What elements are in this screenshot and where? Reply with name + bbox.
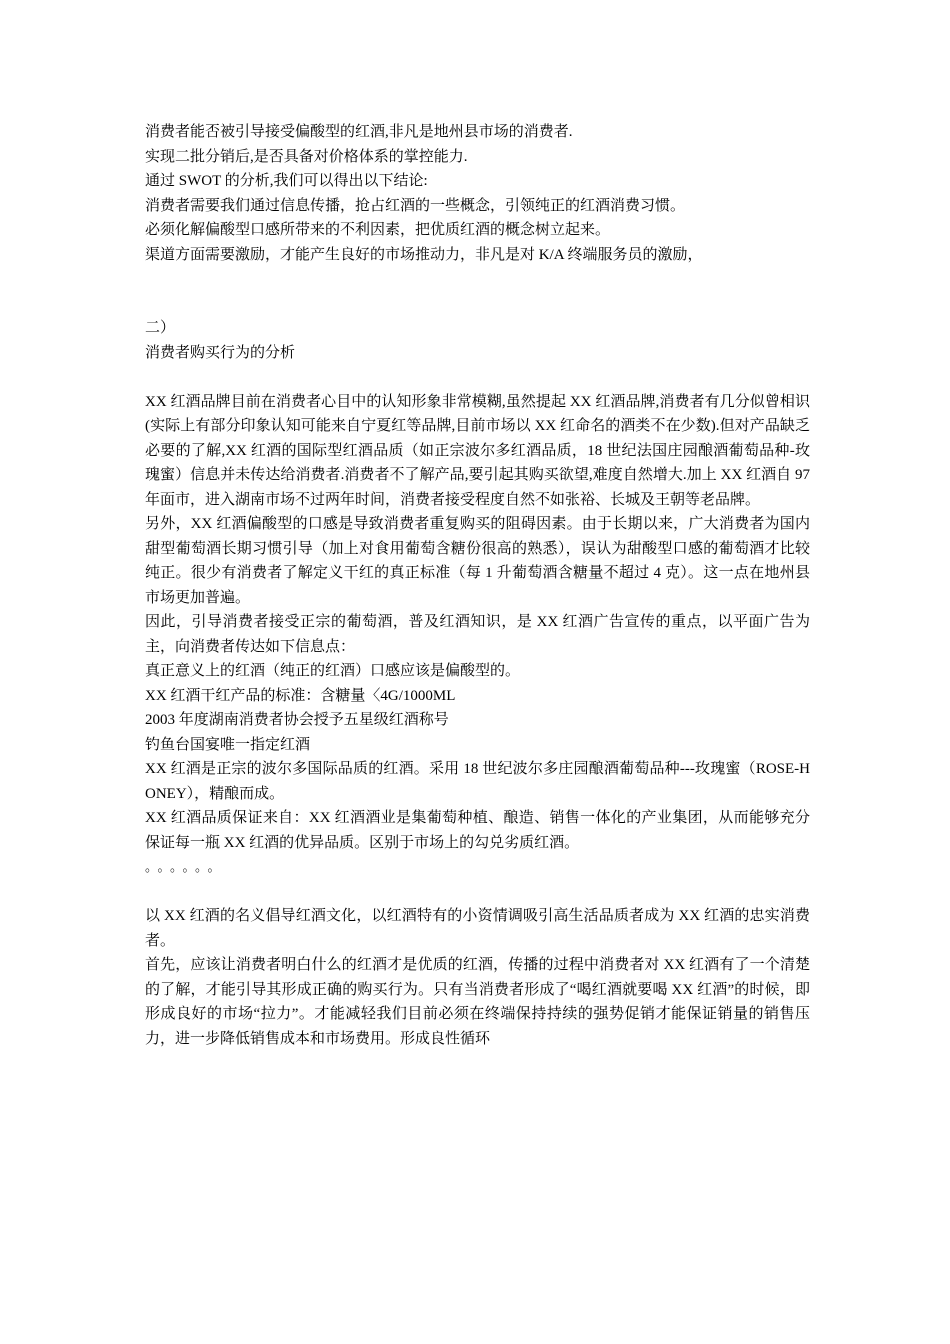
spacer [145,880,810,905]
body-paragraph: 另外，XX 红酒偏酸型的口感是导致消费者重复购买的阻碍因素。由于长期以来，广大消费者为国内甜型葡萄酒长期习惯引导（加上对食用葡萄含糖份很高的熟悉），误认为甜酸型口感的葡萄酒才比较纯正。很少有消费者了解定义干红的真正标准（每 1 升葡萄酒含糖量不超过 4 克）。这一点在地州县市场更加普遍。 [145,516,810,606]
body-paragraph: XX 红酒是正宗的波尔多国际品质的红酒。采用 18 世纪波尔多庄园酿酒葡萄品种---玫瑰蜜（ROSE-HONEY），精酿而成。 [145,761,810,802]
intro-line: 实现二批分销后,是否具备对价格体系的掌控能力. [145,148,468,165]
document-page [145,120,810,1051]
section-number: 二） [145,320,176,336]
intro-line: 必须化解偏酸型口感所带来的不利因素，把优质红酒的概念树立起来。 [145,222,611,238]
spacer [145,365,810,390]
ellipsis: 。。。。。。 [145,859,227,874]
closing-paragraph: 首先，应该让消费者明白什么的红酒才是优质的红酒，传播的过程中消费者对 XX 红酒有了一个清楚的了解，才能引导其形成正确的购买行为。只有当消费者形成了“喝红酒就要喝 XX 红酒”的时候，即形成良好的市场“拉力”。才能减轻我们目前必须在终端保持持续的强势促销才能保证销量的销售压力，进一步降低销售成本和市场费用。形成良性循环 [145,957,810,1047]
intro-line: 渠道方面需要激励，才能产生良好的市场推动力，非凡是对 K/A 终端服务员的激励， [145,246,703,263]
closing-paragraph: 以 XX 红酒的名义倡导红酒文化，以红酒特有的小资情调吸引高生活品质者成为 XX 红酒的忠实消费者。 [145,908,810,949]
spacer [145,267,810,316]
intro-line: 消费者需要我们通过信息传播，抢占红酒的一些概念，引领纯正的红酒消费习惯。 [145,197,686,214]
section-title: 消费者购买行为的分析 [145,344,296,361]
body-paragraph: 2003 年度湖南消费者协会授予五星级红酒称号 [145,712,449,728]
body-paragraph: XX 红酒品牌目前在消费者心目中的认知形象非常模糊,虽然提起 XX 红酒品牌,消费者有几分似曾相识(实际上有部分印象认知可能来自宁夏红等品牌,目前市场以 XX 红命名的酒类不在少数).但对产品缺乏必要的了解,XX 红酒的国际型红酒品质（如正宗波尔多红酒品质，18 世纪法国庄园酿酒葡萄品种-玫瑰蜜）信息并未传达给消费者.消费者不了解产品,要引起其购买欲望,难度自然增大.加上 XX 红酒自 97 年面市，进入湖南市场不过两年时间，消费者接受程度自然不如张裕、长城及王朝等老品牌。 [145,393,810,508]
intro-line: 通过 SWOT 的分析,我们可以得出以下结论: [145,173,428,189]
body-paragraph: 真正意义上的红酒（纯正的红酒）口感应该是偏酸型的。 [145,663,521,679]
body-paragraph: 因此，引导消费者接受正宗的葡萄酒，普及红酒知识，是 XX 红酒广告宣传的重点，以平面广告为主，向消费者传达如下信息点： [145,614,810,655]
intro-line: 消费者能否被引导接受偏酸型的红酒,非凡是地州县市场的消费者. [145,124,573,140]
body-paragraph: 钓鱼台国宴唯一指定红酒 [145,736,311,753]
body-paragraph: XX 红酒品质保证来自：XX 红酒酒业是集葡萄种植、酿造、销售一体化的产业集团，从而能够充分保证每一瓶 XX 红酒的优异品质。区别于市场上的勾兑劣质红酒。 [145,810,810,851]
body-paragraph: XX 红酒干红产品的标准：含糖量〈4G/1000ML [145,687,456,704]
